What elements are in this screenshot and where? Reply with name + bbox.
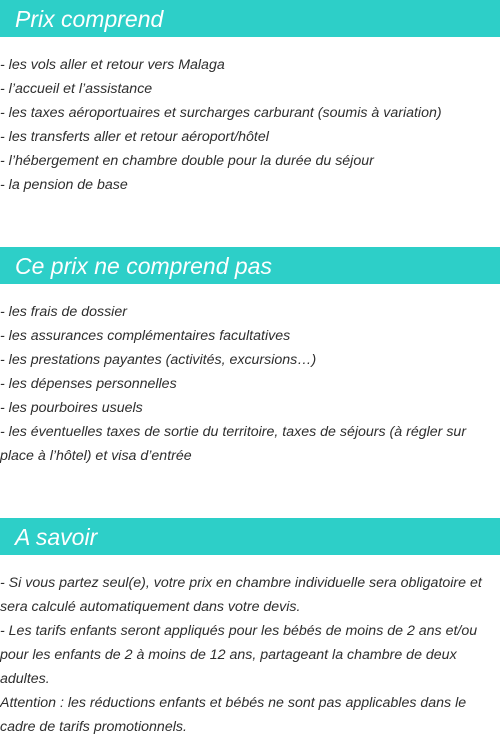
- not-included-list: [0, 300, 500, 468]
- section-a-savoir: [0, 518, 500, 739]
- notes-list: [0, 571, 500, 739]
- section-header: [0, 0, 500, 37]
- section-prix-comprend: [0, 0, 500, 197]
- list-item: - l’accueil et l’assistance: [0, 81, 153, 97]
- included-list: [0, 53, 500, 197]
- list-item: - la pension de base: [0, 177, 128, 193]
- section-title: A savoir: [15, 524, 98, 550]
- section-title: Ce prix ne comprend pas: [15, 253, 272, 279]
- list-item: - l’hébergement en chambre double pour la durée du séjour: [0, 153, 374, 169]
- list-item: - les éventuelles taxes de sortie du territoire, taxes de séjours (à régler sur place à l’hôtel) et visa d’entrée: [0, 424, 467, 464]
- list-item: - les prestations payantes (activités, excursions…): [0, 352, 317, 368]
- section-header: [0, 247, 500, 284]
- list-item: - les frais de dossier: [0, 304, 127, 320]
- list-item: - les dépenses personnelles: [0, 376, 177, 392]
- list-item: - les taxes aéroportuaires et surcharges carburant (soumis à variation): [0, 105, 442, 121]
- list-item: - les vols aller et retour vers Malaga: [0, 57, 225, 73]
- list-item: - Les tarifs enfants seront appliqués pour les bébés de moins de 2 ans et/ou pour les enfants de 2 à moins de 12 ans, partageant la chambre de deux adultes.: [0, 623, 478, 687]
- section-title: Prix comprend: [15, 6, 164, 32]
- section-header: [0, 518, 500, 555]
- list-item: - les assurances complémentaires facultatives: [0, 328, 291, 344]
- list-item: - les transferts aller et retour aéroport/hôtel: [0, 129, 269, 145]
- list-item: - Si vous partez seul(e), votre prix en chambre individuelle sera obligatoire et sera calculé automatiquement dans votre devis.: [0, 575, 482, 615]
- section-ne-comprend-pas: [0, 247, 500, 468]
- list-item: - les pourboires usuels: [0, 400, 143, 416]
- list-item: Attention : les réductions enfants et bébés ne sont pas applicables dans le cadre de tarifs promotionnels.: [0, 695, 467, 735]
